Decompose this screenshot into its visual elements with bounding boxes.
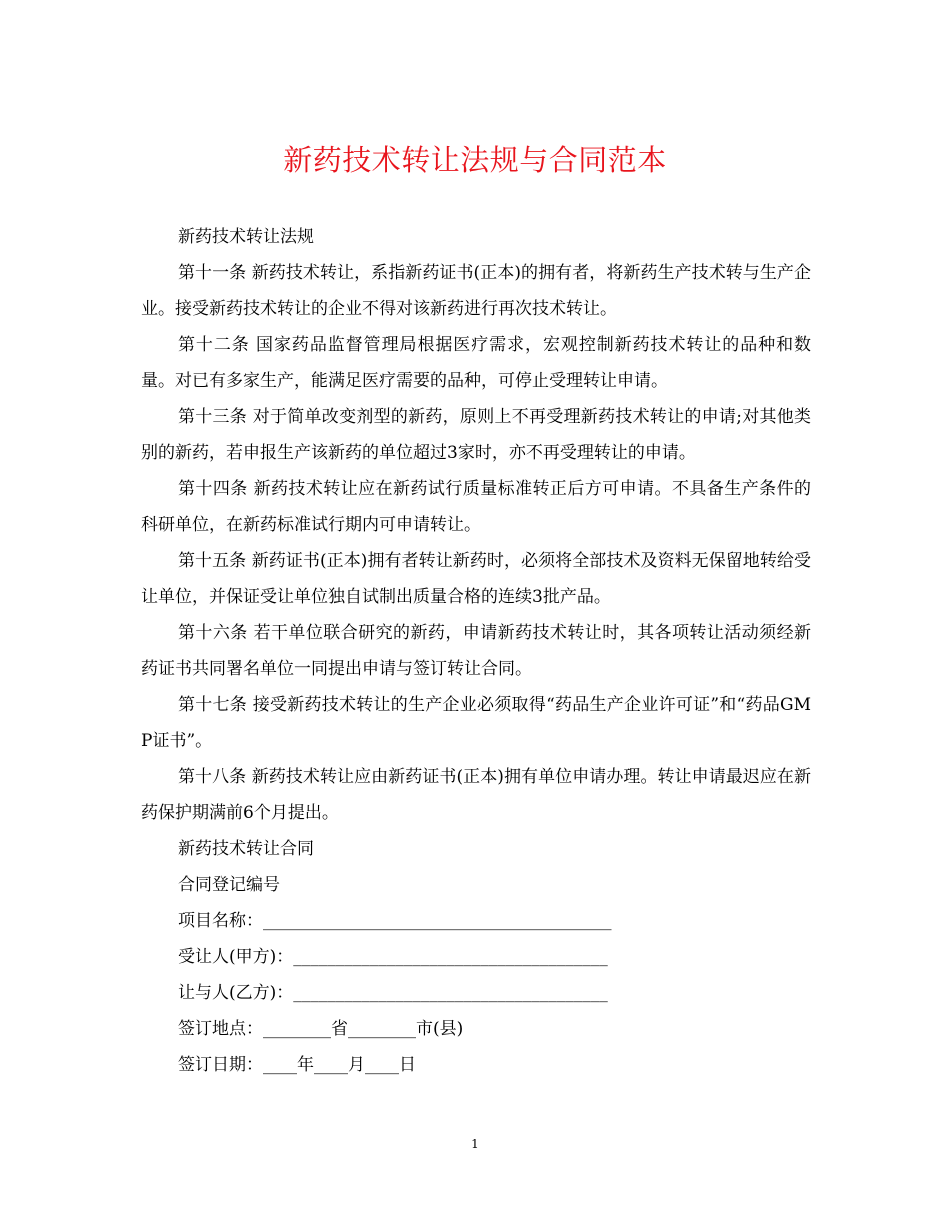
article-11: 第十一条 新药技术转让，系指新药证书(正本)的拥有者，将新药生产技术转与生产企业。接受新药技术转让的企业不得对该新药进行再次技术转让。 [141,263,811,319]
article-12: 第十二条 国家药品监督管理局根据医疗需求，宏观控制新药技术转让的品种和数量。对已有多家生产，能满足医疗需要的品种，可停止受理转让申请。 [141,335,811,391]
section-heading-regulations: 新药技术转让法规 [178,227,314,247]
signing-place-field: 签订地点：________省________市(县) [178,1019,464,1039]
signing-date-field: 签订日期：____年____月____日 [178,1055,416,1075]
article-16: 第十六条 若干单位联合研究的新药，申请新药技术转让时，其各项转让活动须经新药证书共同署名单位一同提出申请与签订转让合同。 [141,623,811,679]
article-13: 第十三条 对于简单改变剂型的新药，原则上不再受理新药技术转让的申请;对其他类别的新药，若申报生产该新药的单位超过3家时，亦不再受理转让的申请。 [141,407,811,463]
transferee-field: 受让人(甲方)：_____________________________________ [178,947,608,967]
article-18: 第十八条 新药技术转让应由新药证书(正本)拥有单位申请办理。转让申请最迟应在新药保护期满前6个月提出。 [141,767,811,823]
document-title: 新药技术转让法规与合同范本 [283,143,667,177]
project-name-field: 项目名称：_________________________________________ [178,911,612,931]
page-number: 1 [471,1137,479,1151]
contract-number-label: 合同登记编号 [178,875,280,895]
section-heading-contract: 新药技术转让合同 [178,839,314,859]
article-14: 第十四条 新药技术转让应在新药试行质量标准转正后方可申请。不具备生产条件的科研单位，在新药标准试行期内可申请转让。 [141,479,811,535]
article-15: 第十五条 新药证书(正本)拥有者转让新药时，必须将全部技术及资料无保留地转给受让单位，并保证受让单位独自试制出质量合格的连续3批产品。 [141,551,811,607]
article-17: 第十七条 接受新药技术转让的生产企业必须取得“药品生产企业许可证”和“药品GMP证书”。 [141,695,811,751]
transferor-field: 让与人(乙方)：_____________________________________ [178,983,608,1003]
document-body [141,219,811,1083]
